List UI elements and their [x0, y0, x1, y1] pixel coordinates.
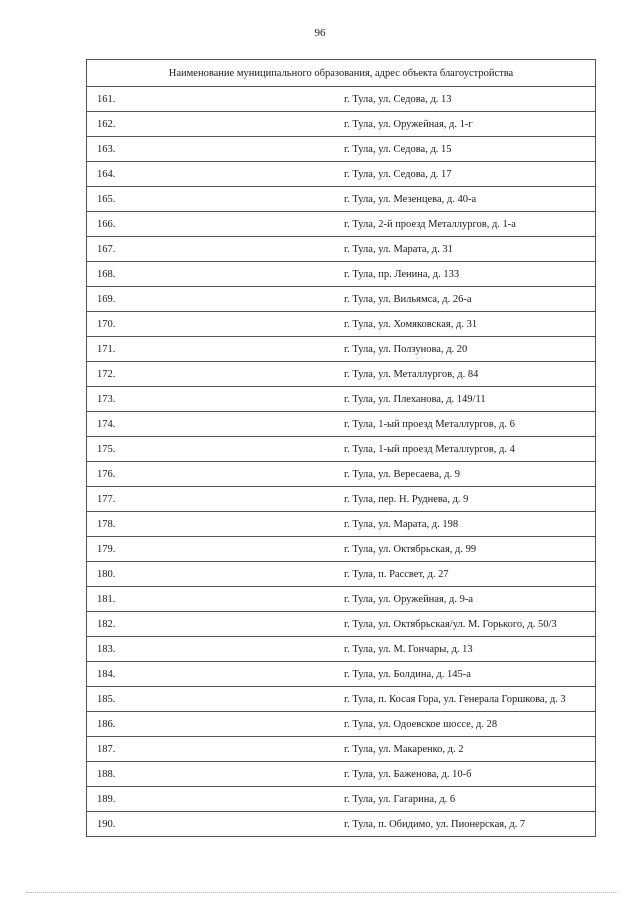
row-number: 169. — [87, 287, 342, 312]
row-number: 178. — [87, 512, 342, 537]
row-address: г. Тула, 1-ый проезд Металлургов, д. 4 — [341, 437, 596, 462]
table-row — [87, 662, 596, 687]
table-row — [87, 787, 596, 812]
row-address: г. Тула, ул. Октябрьская, д. 99 — [341, 537, 596, 562]
table-row — [87, 212, 596, 237]
row-address: г. Тула, ул. Болдина, д. 145-а — [341, 662, 596, 687]
improvement-objects-table — [86, 59, 596, 837]
row-address: г. Тула, ул. Оружейная, д. 1-г — [341, 112, 596, 137]
table-row — [87, 162, 596, 187]
row-address: г. Тула, ул. М. Гончары, д. 13 — [341, 637, 596, 662]
row-number: 180. — [87, 562, 342, 587]
row-number: 161. — [87, 87, 342, 112]
row-number: 167. — [87, 237, 342, 262]
footer-divider — [26, 892, 618, 893]
table-row — [87, 737, 596, 762]
page-number: 96 — [314, 27, 326, 39]
row-address: г. Тула, ул. Одоевское шоссе, д. 28 — [341, 712, 596, 737]
table-row — [87, 87, 596, 112]
row-number: 175. — [87, 437, 342, 462]
row-address: г. Тула, ул. Марата, д. 198 — [341, 512, 596, 537]
table-row — [87, 237, 596, 262]
row-number: 181. — [87, 587, 342, 612]
row-number: 176. — [87, 462, 342, 487]
table-row — [87, 112, 596, 137]
row-address: г. Тула, ул. Оружейная, д. 9-а — [341, 587, 596, 612]
row-address: г. Тула, ул. Вересаева, д. 9 — [341, 462, 596, 487]
row-number: 189. — [87, 787, 342, 812]
row-address: г. Тула, ул. Марата, д. 31 — [341, 237, 596, 262]
table-row — [87, 562, 596, 587]
row-number: 173. — [87, 387, 342, 412]
table-row — [87, 637, 596, 662]
row-address: г. Тула, 1-ый проезд Металлургов, д. 6 — [341, 412, 596, 437]
table-row — [87, 362, 596, 387]
row-address: г. Тула, ул. Плеханова, д. 149/11 — [341, 387, 596, 412]
table-row — [87, 462, 596, 487]
row-number: 168. — [87, 262, 342, 287]
row-address: г. Тула, ул. Ползунова, д. 20 — [341, 337, 596, 362]
table-body — [87, 87, 596, 837]
table-header-row — [87, 60, 596, 87]
table-row — [87, 537, 596, 562]
row-address: г. Тула, ул. Металлургов, д. 84 — [341, 362, 596, 387]
row-number: 174. — [87, 412, 342, 437]
row-address: г. Тула, ул. Седова, д. 15 — [341, 137, 596, 162]
row-address: г. Тула, п. Косая Гора, ул. Генерала Горшкова, д. 3 — [341, 687, 596, 712]
row-number: 190. — [87, 812, 342, 837]
row-address: г. Тула, 2-й проезд Металлургов, д. 1-а — [341, 212, 596, 237]
row-address: г. Тула, пер. Н. Руднева, д. 9 — [341, 487, 596, 512]
row-address: г. Тула, ул. Седова, д. 17 — [341, 162, 596, 187]
table-row — [87, 262, 596, 287]
row-number: 162. — [87, 112, 342, 137]
table-row — [87, 137, 596, 162]
table-row — [87, 762, 596, 787]
table-row — [87, 312, 596, 337]
row-number: 184. — [87, 662, 342, 687]
row-number: 170. — [87, 312, 342, 337]
row-number: 172. — [87, 362, 342, 387]
table-row — [87, 687, 596, 712]
row-address: г. Тула, ул. Гагарина, д. 6 — [341, 787, 596, 812]
row-address: г. Тула, ул. Октябрьская/ул. М. Горького, д. 50/3 — [341, 612, 596, 637]
row-address: г. Тула, ул. Баженова, д. 10-б — [341, 762, 596, 787]
table-header: Наименование муниципального образования, адрес объекта благоустройства — [87, 60, 596, 87]
table-row — [87, 612, 596, 637]
table-row — [87, 337, 596, 362]
row-number: 179. — [87, 537, 342, 562]
row-address: г. Тула, п. Рассвет, д. 27 — [341, 562, 596, 587]
table-row — [87, 437, 596, 462]
row-number: 185. — [87, 687, 342, 712]
row-address: г. Тула, пр. Ленина, д. 133 — [341, 262, 596, 287]
table-row — [87, 587, 596, 612]
row-address: г. Тула, ул. Седова, д. 13 — [341, 87, 596, 112]
row-number: 177. — [87, 487, 342, 512]
table-row — [87, 412, 596, 437]
row-number: 183. — [87, 637, 342, 662]
row-number: 166. — [87, 212, 342, 237]
row-number: 187. — [87, 737, 342, 762]
table-row — [87, 387, 596, 412]
row-address: г. Тула, ул. Хомяковская, д. 31 — [341, 312, 596, 337]
row-address: г. Тула, ул. Макаренко, д. 2 — [341, 737, 596, 762]
row-number: 171. — [87, 337, 342, 362]
table-row — [87, 512, 596, 537]
table-row — [87, 187, 596, 212]
table-row — [87, 712, 596, 737]
row-number: 186. — [87, 712, 342, 737]
row-number: 164. — [87, 162, 342, 187]
row-number: 182. — [87, 612, 342, 637]
table-row — [87, 812, 596, 837]
row-number: 165. — [87, 187, 342, 212]
table-row — [87, 487, 596, 512]
row-number: 163. — [87, 137, 342, 162]
row-address: г. Тула, ул. Вильямса, д. 26-а — [341, 287, 596, 312]
row-number: 188. — [87, 762, 342, 787]
row-address: г. Тула, ул. Мезенцева, д. 40-а — [341, 187, 596, 212]
table-row — [87, 287, 596, 312]
row-address: г. Тула, п. Обидимо, ул. Пионерская, д. 7 — [341, 812, 596, 837]
